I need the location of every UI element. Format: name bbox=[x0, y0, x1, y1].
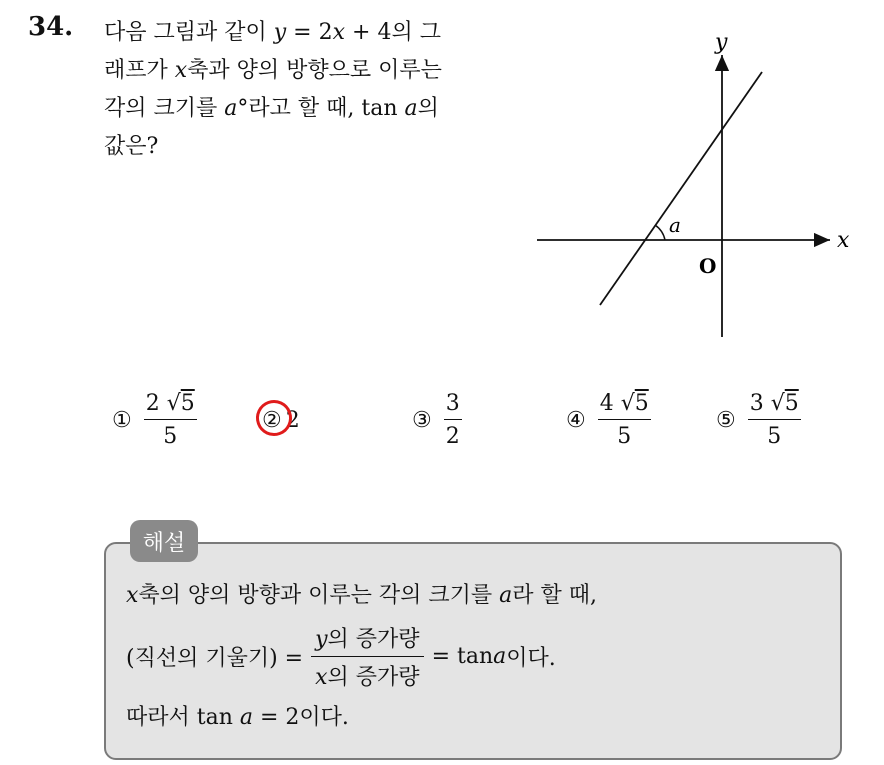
choice-marker: ④ bbox=[566, 407, 586, 433]
line-graph bbox=[530, 25, 860, 345]
angle-arc bbox=[655, 225, 665, 240]
choice-marker: ① bbox=[112, 407, 132, 433]
choice-1-fraction: $\frac{2 √5}{5}$ bbox=[145, 390, 195, 449]
solution-tag: 해설 bbox=[130, 520, 198, 562]
choice-4[interactable] bbox=[566, 388, 651, 452]
choice-3-fraction: $\frac{3}{2}$ bbox=[445, 390, 460, 449]
choice-5-fraction: $\frac{3 √5}{5}$ bbox=[749, 390, 799, 449]
selected-mark-circle bbox=[251, 394, 297, 440]
question-line-4: 값은? bbox=[104, 134, 159, 159]
choice-4-fraction: $\frac{4 √5}{5}$ bbox=[599, 390, 649, 449]
question-text bbox=[104, 14, 524, 166]
angle-label: a bbox=[669, 213, 681, 237]
question-number: 34. bbox=[28, 12, 74, 42]
choice-2[interactable] bbox=[262, 388, 300, 452]
solution-line-2: (직선의 기울기) = $\frac{\text{y의 증가량}}{\text{x의 증가량}}$ = tan a 이다. bbox=[126, 622, 556, 691]
choice-marker: ③ bbox=[412, 407, 432, 433]
origin-label: O bbox=[699, 254, 717, 278]
question-line-3: 각의 크기를 a°라고 할 때, tan a의 bbox=[104, 96, 439, 121]
solution-line-1: x축의 양의 방향과 이루는 각의 크기를 a라 할 때, bbox=[126, 583, 598, 608]
choice-1[interactable] bbox=[112, 388, 197, 452]
question-line-1: 다음 그림과 같이 y = 2x + 4의 그 bbox=[104, 20, 441, 45]
y-axis-label: y bbox=[715, 30, 728, 55]
graph-line bbox=[600, 72, 762, 305]
solution-line-3: 따라서 tan a = 2이다. bbox=[126, 705, 349, 730]
slope-fraction: $\frac{\text{y의 증가량}}{\text{x의 증가량}}$ bbox=[311, 622, 423, 691]
choice-2-value: 2 bbox=[285, 407, 300, 433]
choice-5[interactable] bbox=[716, 388, 801, 452]
choice-marker: ⑤ bbox=[716, 407, 736, 433]
question-line-2: 래프가 x축과 양의 방향으로 이루는 bbox=[104, 58, 442, 83]
choice-3[interactable] bbox=[412, 388, 462, 452]
x-axis-label: x bbox=[837, 228, 850, 253]
choice-marker: ② bbox=[262, 408, 282, 433]
